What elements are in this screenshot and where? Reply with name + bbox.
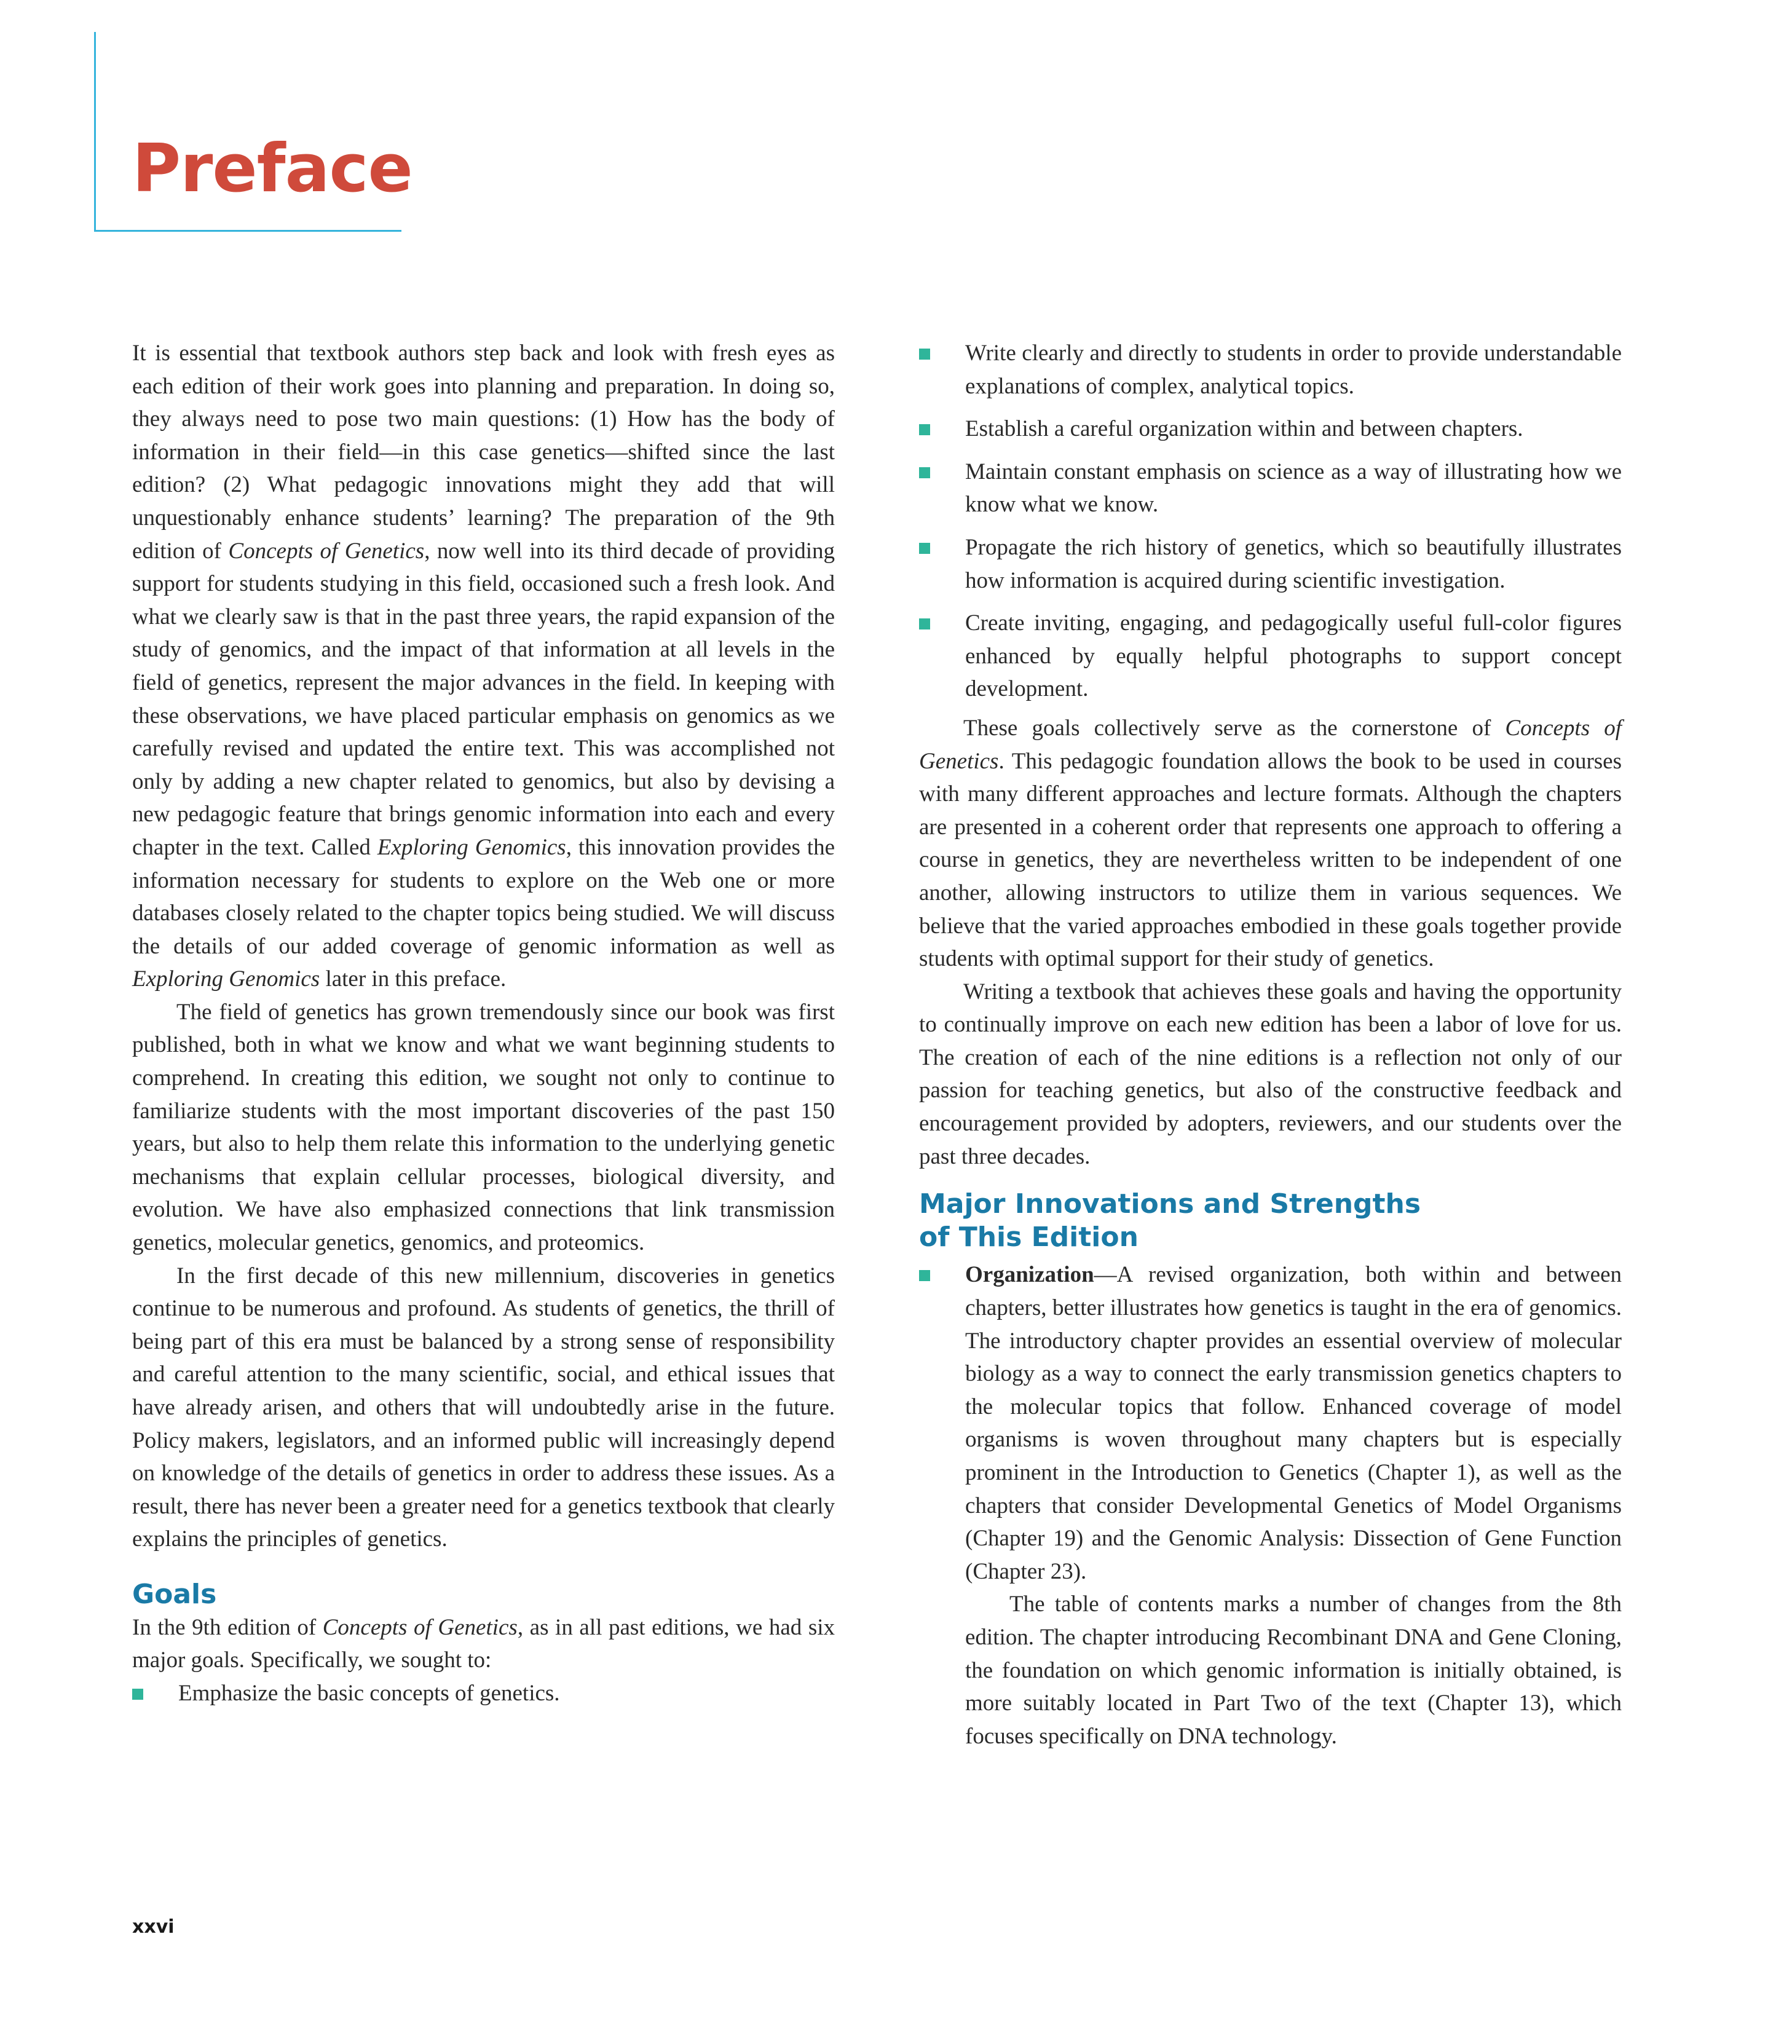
page-number: xxvi bbox=[132, 1916, 175, 1938]
goals-list-continued bbox=[919, 337, 1622, 706]
goal-item: Write clearly and directly to students in order to provide understandable explanations of complex, analytical topics. bbox=[919, 337, 1622, 403]
square-bullet-icon bbox=[919, 543, 930, 554]
square-bullet-icon bbox=[919, 349, 930, 360]
goal-item: Propagate the rich history of genetics, which so beautifully illustrates how information is acquired during scientific investigation. bbox=[919, 531, 1622, 597]
header-vertical-rule bbox=[94, 32, 96, 232]
goals-heading: Goals bbox=[132, 1578, 217, 1610]
square-bullet-icon bbox=[919, 618, 930, 629]
table-of-contents-paragraph: The table of contents marks a number of changes from the 8th edition. The chapter introducing Recombinant DNA and Gene Cloning, the foundation on which genomic information is initially obtained, is more suitably located in Part Two of the text (Chapter 13), which focuses specifically on DNA technology. bbox=[965, 1592, 1622, 1749]
goal-item: Emphasize the basic concepts of genetics. bbox=[132, 1677, 835, 1710]
square-bullet-icon bbox=[919, 467, 930, 478]
goal-item: Create inviting, engaging, and pedagogically useful full-color figures enhanced by equally helpful photographs to support concept development. bbox=[919, 607, 1622, 706]
organization-continued bbox=[919, 1588, 1622, 1753]
organization-item: Organization—A revised organization, both within and between chapters, better illustrates how genetics is taught in the era of genomics. The introductory chapter provides an essential overview of molecular biology as a way to connect the early transmission genetics chapters to the molecular topics that follow. Enhanced coverage of model organisms is woven throughout many chapters but is especially prominent in the Introduction to Genetics (Chapter 1), as well as the chapters that consider Developmental Genetics of Model Organisms (Chapter 19) and the Genomic Analysis: Dissection of Gene Function (Chapter 23). bbox=[919, 1258, 1622, 1588]
right-column bbox=[919, 337, 1622, 1753]
left-column bbox=[132, 337, 835, 1719]
major-innovations-heading: Major Innovations and Strengths of This Edition bbox=[919, 1188, 1421, 1253]
square-bullet-icon bbox=[919, 424, 930, 435]
header-horizontal-rule bbox=[94, 230, 401, 232]
page-title: Preface bbox=[132, 130, 412, 207]
genetics-growth-paragraph: The field of genetics has grown tremendously since our book was first published, both in what we know and what we want beginning students to comprehend. In creating this edition, we sought not only to continue to familiarize students with the most important discoveries of the past 150 years, but also to help them relate this information to the underlying genetic mechanisms that explain cellular processes, biological diversity, and evolution. We have also emphasized connections that link transmission genetics, molecular genetics, genomics, and proteomics. bbox=[132, 999, 835, 1256]
intro-paragraph: It is essential that textbook authors step back and look with fresh eyes as each edition of their work goes into planning and preparation. In doing so, they always need to pose two main questions: (1) How has the body of information in their field—in this case genetics—shifted since the last edition? (2) What pedagogic innovations might they add that will unquestionably enhance students’ learning? The preparation of the 9th edition of Concepts of Genetics, now well into its third decade of providing support for students studying in this field, occasioned such a fresh look. And what we clearly saw is that in the past three years, the rapid expansion of the study of genomics, and the impact of that information at all levels in the field of genetics, represent the major advances in the field. In keeping with these observations, we have placed particular emphasis on genomics as we carefully revised and updated the entire text. This was accomplished not only by adding a new chapter related to genomics, but also by devising a new pedagogic feature that brings genomic information into each and every chapter in the text. Called Exploring Genomics, this innovation provides the information necessary for students to explore on the Web one or more databases closely related to the chapter topics being studied. We will discuss the details of our added coverage of genomic information as well as Exploring Genomics later in this preface. bbox=[132, 341, 835, 992]
cornerstone-paragraph: These goals collectively serve as the cornerstone of Concepts of Genetics. This pedagogic foundation allows the book to be used in courses with many different approaches and lecture formats. Although the chapters are presented in a coherent order that represents one approach to offering a course in genetics, they are nevertheless written to be independent of one another, allowing instructors to utilize them in various sequences. We believe that the varied approaches embodied in these goals together provide students with optimal support for their study of genetics. bbox=[919, 715, 1622, 972]
millennium-paragraph: In the first decade of this new millennium, discoveries in genetics continue to be numerous and profound. As students of genetics, the thrill of being part of this era must be balanced by a strong sense of responsibility and careful attention to the many scientific, social, and ethical issues that have already arisen, and others that will undoubtedly arise in the future. Policy makers, legislators, and an informed public will increasingly depend on knowledge of the details of genetics in order to address these issues. As a result, there has never been a greater need for a genetics textbook that clearly explains the principles of genetics. bbox=[132, 1263, 835, 1552]
labor-of-love-paragraph: Writing a textbook that achieves these goals and having the opportunity to continually improve on each new edition has been a labor of love for us. The creation of each of the nine editions is a reflection not only of our passion for teaching genetics, but also of the constructive feedback and encouragement provided by adopters, reviewers, and our students over the past three decades. bbox=[919, 979, 1622, 1169]
innovations-list bbox=[919, 1258, 1622, 1588]
goal-item: Maintain constant emphasis on science as a way of illustrating how we know what we know. bbox=[919, 456, 1622, 521]
goals-intro: In the 9th edition of Concepts of Genetics, as in all past editions, we had six major goals. Specifically, we sought to: bbox=[132, 1614, 835, 1673]
goals-list-start bbox=[132, 1677, 835, 1710]
square-bullet-icon bbox=[919, 1270, 930, 1281]
goal-item: Establish a careful organization within and between chapters. bbox=[919, 412, 1622, 446]
square-bullet-icon bbox=[132, 1689, 143, 1700]
